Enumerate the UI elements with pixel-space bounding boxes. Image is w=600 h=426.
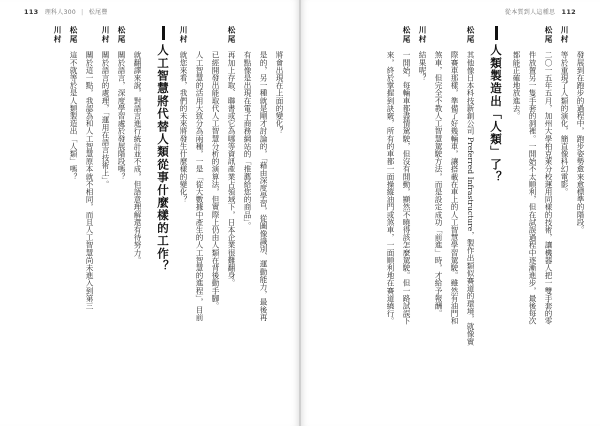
- page-number: 112: [561, 8, 576, 16]
- column-text: 際賽車那樣，準備了好幾輛車，讓搭載在車上的人工智慧學習駕駛。雖然有油門和: [450, 51, 459, 325]
- column-text: 有點像是出現在電子商務網站的「推薦給您的商品」。: [243, 51, 252, 230]
- left-page-body: [14, 26, 287, 408]
- column-text: 等於重現了人類的演化，簡直像科幻電影。: [560, 51, 569, 196]
- text-column: [524, 26, 540, 408]
- section-heading: [486, 26, 506, 408]
- text-column: [271, 26, 287, 408]
- text-column: [65, 26, 81, 408]
- text-column: [446, 26, 462, 408]
- text-column: [81, 26, 97, 408]
- text-column: [207, 26, 223, 408]
- text-column: [462, 26, 478, 408]
- text-column: [540, 26, 556, 408]
- left-running-header: [20, 7, 108, 16]
- speaker-label: 松尾: [466, 26, 475, 44]
- text-column: [414, 26, 430, 408]
- text-column: [430, 26, 446, 408]
- column-text: 發展到在跑步的過程中，跑步姿勢愈來愈標準的階段。: [576, 51, 585, 234]
- text-column: [508, 26, 524, 408]
- speaker-label: 松尾: [69, 26, 78, 44]
- speaker-label: 松尾: [402, 26, 411, 44]
- text-column: [572, 26, 588, 408]
- speaker-label: 松尾: [544, 26, 553, 44]
- column-text: 這不就等於是人類製造出「人類」嗎？: [69, 51, 78, 181]
- text-column: [556, 26, 572, 408]
- column-text: 煞車，但完全不教人工智慧駕駛方法，而是設定成功「前進」時，才給予報酬。: [434, 51, 443, 317]
- text-column: [113, 26, 129, 408]
- column-text: 人工智慧的活用大致分為兩種，一是「從大數據中產生的人工智慧的進程」，目前: [195, 51, 204, 321]
- speaker-label: 川村: [179, 26, 188, 44]
- right-page-body: [315, 26, 588, 408]
- column-text: 就翻譯來說，對語言進行統計並不成，但語意理解還有待努力。: [133, 51, 142, 264]
- column-text: 二〇一五年五月，加州大學柏克萊分校運用同樣的技術，讓機器人把一雙手套的零: [544, 51, 553, 325]
- column-text: 已經開發出能取代人工智慧分析的演算法，但實際上仍由人類在背後動手腳。: [211, 51, 220, 310]
- header-divider: |: [81, 9, 84, 16]
- section-title: 松尾豐: [88, 9, 108, 16]
- text-column: [255, 26, 271, 408]
- text-column: [223, 26, 239, 408]
- right-page: [301, 0, 600, 426]
- heading-text: 人工智慧將代替人類從事什麼樣的工作？: [156, 44, 170, 273]
- column-text: 再加上存取、聯書或它為哪等資訊產業占領域下，日本企業很難翻身。: [227, 51, 236, 287]
- book-title: 理科人300: [44, 9, 76, 16]
- column-text: 結果呢？: [418, 51, 427, 82]
- text-column: [129, 26, 145, 408]
- speaker-label: 松尾: [227, 26, 236, 44]
- speaker-label: 川村: [101, 26, 110, 44]
- heading-bar: [162, 26, 165, 40]
- left-page: [0, 0, 299, 426]
- running-title: 從本質到人這種思: [504, 9, 556, 16]
- heading-text: 人類製造出「人類」了？: [489, 44, 503, 184]
- text-column: [382, 26, 398, 408]
- text-column: [191, 26, 207, 408]
- section-heading: [153, 26, 173, 408]
- text-column: [49, 26, 65, 408]
- text-column: [175, 26, 191, 408]
- text-column: [398, 26, 414, 408]
- speaker-label: 松尾: [117, 26, 126, 44]
- speaker-label: 川村: [560, 26, 569, 44]
- speaker-label: 川村: [53, 26, 62, 44]
- column-text: 關於語言的處理，「運用在語言技術上」。: [101, 51, 110, 188]
- heading-bar: [495, 26, 498, 40]
- column-text: 是的，另一種就是剛才討論的，「藉由深度學習，從圖像識別、運動能力，最後再: [259, 51, 268, 321]
- column-text: 來，終於掌握到訣竅，所有的車都一面操縱油門或煞車，一面順利地在賽道繞行。: [386, 51, 395, 325]
- text-column: [97, 26, 113, 408]
- column-text: 關於語言，深度學習處於發展階段嗎？: [117, 51, 126, 181]
- page-number: 113: [24, 8, 39, 16]
- column-text: 件放置另一隻手套的洞裡。一開始不太順利，但在試誤過程中逐漸進步，最後每次: [528, 51, 537, 325]
- right-running-header: [505, 7, 580, 16]
- column-text: 將會出現在上面的變化？: [275, 51, 284, 135]
- column-text: 都能正確地放進去。: [512, 51, 521, 120]
- speaker-label: 川村: [418, 26, 427, 44]
- column-text: 就您來看，我們的未來將發生什麼樣的變化？: [179, 51, 188, 203]
- column-text: 關於這一點，我認為和人工智慧原本就不相同，而且人工智慧尚未進入到第三: [85, 51, 94, 310]
- column-text: 一開始，每輛車都盡情駕駛，但沒有開動，顯然不曉得該怎麼駕駛。但一路試誤下: [402, 51, 411, 325]
- text-column: [239, 26, 255, 408]
- column-text: 其他像日本科技新創公司 Preferred Infrastructure，製作出類似賽道的環境，就像實: [466, 51, 475, 346]
